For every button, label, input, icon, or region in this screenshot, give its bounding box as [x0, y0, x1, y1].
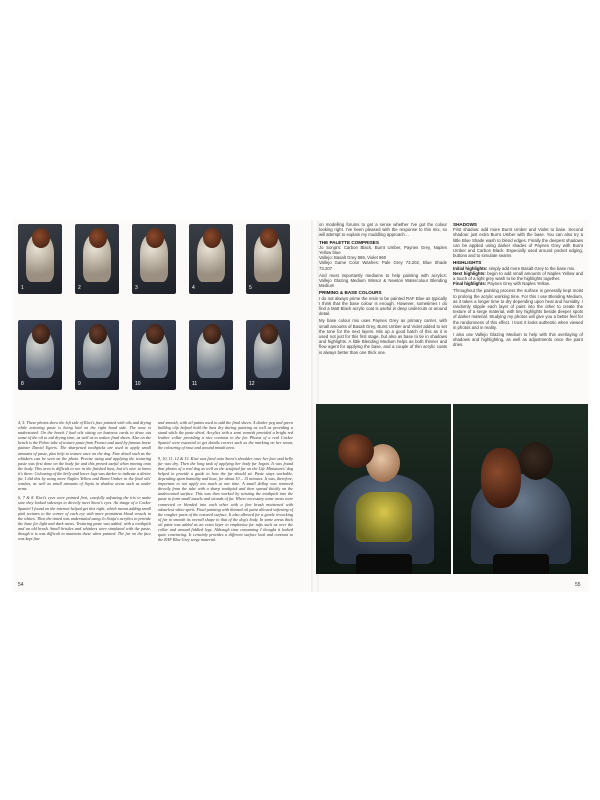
thumbnail-number: 5 [249, 285, 252, 291]
thumbnail-number: 12 [249, 381, 255, 387]
intro-paragraph: on modelling forums to get a sense whether I've got the colour looking right. I've been pleased with the response to this mix, so will attempt to explain my muddling approach… [319, 222, 447, 238]
heading-palette: THE PALETTE COMPRISES [319, 239, 379, 245]
initial-highlights-text: simply add more Basalt Grey to the base mix. [488, 265, 576, 271]
palette-vallejo-washes: Vallejo Game Color Washes: Pale Grey 73.202, Blue Shade 73.207 [319, 260, 447, 271]
glazing-paragraph: I also use Vallejo Glazing Medium to help with this overlaying of shadows and highlighting, as well as adjustments once the paint dries. [453, 332, 583, 348]
caption-column-1 [18, 420, 151, 541]
thumbnail-number: 2 [78, 285, 81, 291]
figure-photo-back [453, 404, 588, 574]
thumbnail-number: 10 [135, 381, 141, 387]
photo-thumbnail [18, 224, 62, 294]
thumbnail-number: 8 [21, 381, 24, 387]
throughout-paragraph: Throughout the painting process the surface is generally kept moist to prolong the acrylic working time. For this I use Blending Medium, as it takes a longer time to dry depending upon heat and humidity. I randomly stipple each layer of paint into the other to create the texture of a serge material, with tiny highlights beside deeper spots of darker material. Studying my photos will give you a better feel for the randomness of this effect. I trust it looks authentic when viewed in photos and in reality. [453, 288, 583, 330]
final-highlights-text: Paynes Grey with Naples Yellow. [487, 281, 550, 287]
thumbnail-number: 9 [78, 381, 81, 387]
photo-thumbnail [18, 320, 62, 390]
heading-shadows: SHADOWS [453, 222, 477, 227]
final-highlights-label: Final highlights: [453, 281, 487, 287]
thumbnail-number: 3 [135, 285, 138, 291]
priming-paragraph-2: My base colour mix uses Paynes Grey as primary carrier, with small amounts of Basalt Grey, Burnt Umber and Violet added to set the tone for the next layers. Mix up a good batch of this as it is used not just for this first stage, but also as base to tie in shadows and highlights. A little Blending Medium helps as both thinner and flow agent for applying the base, and a couple of thin acrylic coats is always better than one thick one. [319, 318, 447, 355]
caption-column-2: and smooth, with oil paints used to add the final sheen. A darker peg and green bulldog clip helped hold the bust dry during painting as well as providing a stand while the paste dried. Acrylics with a semi varnish provided a bright red leather collar providing a nice contrast to the fur. Photos of a real Cocker Spaniel were essential to get details correct such as the marking on her snout, the colouring of nose and around mouth area. 9, 10, 11, 12 & 13. Kiwi was fixed onto Snow's shoulder once her face and belly fur was dry. Then the long task of applying her body fur began. It was found that photos of a real dog as well as the sculpted fur on the Life Miniatures' dog helped to provide a guide to how the fur should sit. Paste stays workable, depending upon humidity and heat, for about 10 – 15 minutes. It was, therefore, important to not apply too much at one time. A small dollop was removed directly from the tube with a sharp toothpick and then spread thickly on the undercoated surface. This was then worked by twisting the toothpick into the paste to form small tassels and strands of fur. Where necessary some areas were connected or blended into each other with a fine brush moistened with odourless white spirit. Final painting with thinned oil paint allowed softening of the rougher parts of the textured surface. It also allowed for a gentle reworking of fur to smooth its overall shape to that of the dog's body. In some areas thick oil paint was added as an extra layer to emphasise fur tufts such as over the collar and around fiddled legs. Although time consuming I thought it looked quite convincing. It certainly provides a different surface look and contrast to the RAF Blue Grey serge material. [158, 420, 293, 543]
photo-thumbnail [189, 320, 233, 390]
photo-thumbnail [246, 224, 290, 294]
photo-thumbnail [75, 320, 119, 390]
initial-highlights-label: Initial highlights: [453, 265, 488, 271]
shadows-paragraph: First shadow: add more Burnt Umber and Violet to base. Second shadow: just extra Burnt Umber with the base. You can also try a little Blue Shade wash to blend edges. Finally the deepest shadows can be applied using darker shades of Paynes Grey with Burnt Umber and Carbon Black. Especially used around pocket edging, buttons and to simulate seams [453, 227, 583, 259]
photo-thumbnail [189, 224, 233, 294]
mediums-paragraph: And most importantly mediums to help painting with acrylics: Vallejo Glazing Medium Winsor & Newton Watercolour Blending Medium [319, 272, 447, 289]
next-highlights [453, 271, 583, 281]
next-highlights-text: begin to add small amounts of Naples Yellow and a touch of a light grey wash to tie the highlights together. [453, 270, 583, 282]
thumbnail-number: 4 [192, 285, 195, 291]
final-highlights [453, 281, 583, 286]
magazine-spread [13, 220, 589, 592]
heading-priming: PRIMING & BASE COLOURS [319, 290, 382, 296]
thumbnail-number: 11 [192, 381, 198, 387]
caption-paragraph: 6, 7 & 8. Kiwi's eyes were painted first, carefully adjusting the iris to make sure they looked sideways to directly meet Snow's eyes. An image of a Cocker Spaniel I found on the internet helped get this right, which meant adding small pink tectures to the corner of each eye with more prominent blood vessels in the whites. Then the tinted was understated using Jo Sonja's acrylics to provide the base for light and dark areas. Texturing paste was added, with a toothpick and an old brush. Small bristles and whiskers were simulated with the paste, though it is was difficult to maintain these when painted. The fur on the face was kept fine [18, 495, 151, 542]
next-highlights-label: Next highlights: [453, 270, 486, 276]
thumbnail-number: 1 [21, 285, 24, 291]
page-number-left: 54 [18, 582, 24, 588]
photo-thumbnail [246, 320, 290, 390]
text-column-1 [319, 222, 447, 357]
photo-thumbnail [132, 320, 176, 390]
caption-paragraph: 4, 5. These photos show the left side of Kiwi's face painted with oils and drying while texturing paste is being laid on the right hand side. The nose is understated. On the bench I had oils sitting on business cards to draw out some of the oil to aid drying time, as well as to reduce final sheen. Also on the bench is the Pebeo tube of texture paste from France and used by famous horse painter Daniel Egeris. The sharpened toothpicks are used to apply small amounts of paste, plus help to texture once on the dog. Fine detail such as the whiskers can be seen on the photo. Precise using and applying the texturing paste was first done on the body fur and this proved useful when moving onto the body. This area is difficult to see in the finished bust, but it's nice to know it's there. Colouring of the belly and lower legs was darker to indicate a dirtier fur. I did this by using more Naples Yellow and Burnt Umber in the final oils' washes, as well as small amounts of Sepia in shadow areas such as under arms. [18, 420, 151, 492]
heading-highlights: HIGHLIGHTS [453, 260, 482, 266]
page-number-right: 55 [575, 582, 581, 588]
palette-jo-sonja: Jo Sonja's: Carbon Black, Burnt Umber, Paynes Grey, Naples Yellow blue [319, 244, 447, 256]
palette-vallejo: Vallejo: Basalt Grey 869, Violet 960 [319, 255, 387, 261]
photo-thumbnail [75, 224, 119, 294]
figure-photo-front [316, 404, 451, 574]
text-column-2 [453, 222, 583, 350]
photo-thumbnail [132, 224, 176, 294]
priming-paragraph-1: I do not always prime the resin to be painted RAF Blue as typically I think that the base colour is enough. However, sometimes I do find a Matt Black acrylic coat is useful in deep undercuts or around detail. [319, 295, 447, 317]
